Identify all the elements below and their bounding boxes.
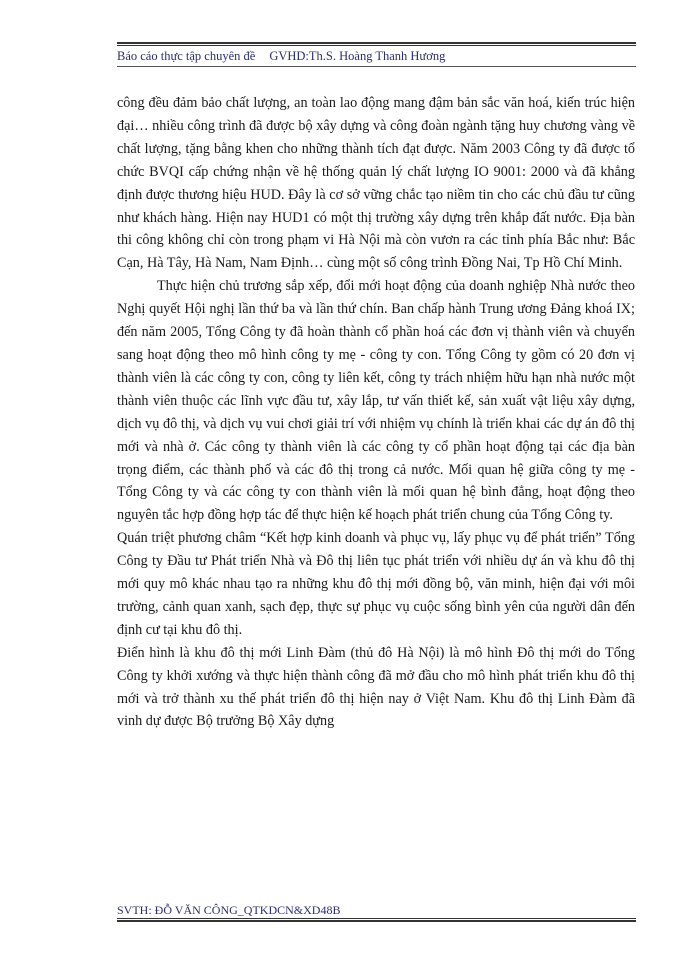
page-header	[117, 42, 636, 64]
advisor-name: GVHD:Th.S. Hoàng Thanh Hương	[269, 49, 446, 63]
body-text	[117, 92, 635, 733]
footer-rule-thick	[117, 920, 636, 922]
footer-rule-thin	[117, 918, 636, 919]
paragraph: công đều đảm bảo chất lượng, an toàn lao động mang đậm bản sắc văn hoá, kiến trúc hiện đại… nhiều công trình đã được bộ xây dựng và công đoàn ngành tặng huy chương vàng về chất lượng, tặng bằng khen cho những thành tích đạt được. Năm 2003 Công ty đã được tổ chức BVQI cấp chứng nhận về hệ thống quản lý chất lượng IO 9001: 2000 và đã khẳng định được thương hiệu HUD. Đây là cơ sở vững chắc tạo niềm tin cho các chủ đầu tư cũng như khách hàng. Hiện nay HUD1 có một thị trường xây dựng trên khắp đất nước. Địa bàn thi công không chỉ còn trong phạm vi Hà Nội mà còn vươn ra các tỉnh phía Bắc như: Bắc Cạn, Hà Tây, Hà Nam, Nam Định… cùng một số công trình Đồng Nai, Tp Hồ Chí Minh.	[117, 95, 635, 272]
paragraph: Điển hình là khu đô thị mới Linh Đàm (thủ đô Hà Nội) là mô hình Đô thị mới do Tổng Công ty khởi xướng và thực hiện thành công đã mở đầu cho mô hình phát triển khu đô thị mới và trở thành xu thế phát triển đô thị hiện nay ở Việt Nam. Khu đô thị Linh Đàm đã vinh dự được Bộ trưởng Bộ Xây dựng	[117, 644, 635, 730]
report-title: Báo cáo thực tập chuyên đề	[117, 49, 256, 63]
footer-student: SVTH: ĐỖ VĂN CÔNG_QTKDCN&XD48B	[117, 903, 341, 917]
header-text	[117, 46, 636, 64]
paragraph: Thực hiện chủ trương sắp xếp, đổi mới hoạt động của doanh nghiệp Nhà nước theo Nghị quyết Hội nghị lần thứ ba và lần thứ chín. Ban chấp hành Trung ương Đảng khoá IX; đến năm 2005, Tổng Công ty đã hoàn thành cổ phần hoá các đơn vị thành viên và chuyển sang hoạt động theo mô hình công ty mẹ - công ty con. Tổng Công ty gồm có 20 đơn vị thành viên là các công ty con, công ty liên kết, công ty trách nhiệm hữu hạn nhà nước một thành viên thuộc các lĩnh vực đầu tư, xây lắp, tư vấn thiết kế, sản xuất vật liệu xây dựng, dịch vụ đô thị, và dịch vụ vui chơi giải trí với nhiệm vụ chính là triển khai các dự án đô thị mới và nhà ở. Các công ty thành viên là các công ty cổ phần hoạt động tại các địa bàn trọng điểm, các thành phố và các đô thị trong cả nước. Mối quan hệ giữa công ty mẹ - Tổng Công ty và các công ty con thành viên là mối quan hệ bình đẳng, hoạt động theo nguyên tắc hợp đồng hợp tác để thực hiện kế hoạch phát triển chung của Tổng Công ty.	[117, 278, 635, 524]
paragraph: Quán triệt phương châm “Kết hợp kinh doanh và phục vụ, lấy phục vụ để phát triển” Tổng Công ty Đầu tư Phát triển Nhà và Đô thị liên tục phát triển với nhiều dự án và khu đô thị mới quy mô khác nhau tạo ra những khu đô thị mới đồng bộ, văn minh, hiện đại với môi trường, cảnh quan xanh, sạch đẹp, thực sự phục vụ cuộc sống bình yên của người dân đến định cư tại khu đô thị.	[117, 530, 635, 638]
header-rule-thick	[117, 42, 636, 44]
header-underline	[117, 66, 636, 67]
